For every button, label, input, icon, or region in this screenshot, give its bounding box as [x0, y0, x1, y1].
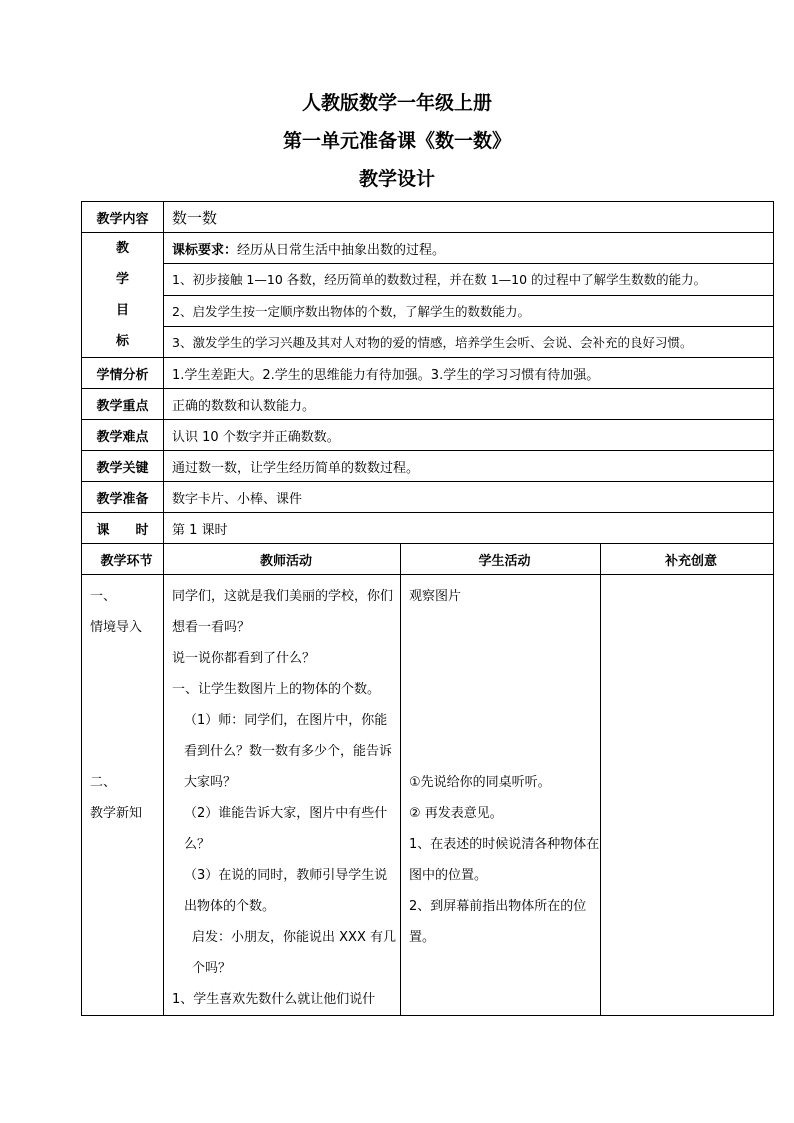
goal-item-3: 3、激发学生的学习兴趣及其对人对物的爱的情感，培养学生会听、会说、会补充的良好习惯。	[164, 326, 774, 357]
stage-1-num: 一、	[90, 589, 117, 604]
header-stage: 教学环节	[82, 544, 164, 575]
goals-char-4: 标	[115, 334, 129, 349]
student-line-3: ② 再发表意见。	[409, 806, 503, 821]
goal-item-2: 2、启发学生按一定顺序数出物体的个数，了解学生的数数能力。	[164, 295, 774, 326]
process-body-row	[82, 575, 774, 1016]
row-prep	[82, 482, 774, 513]
document-titles	[0, 84, 794, 198]
value-period: 第 1 课时	[164, 513, 774, 544]
row-difficult	[82, 420, 774, 451]
teacher-line-8: 1、学生喜欢先数什么就让他们说什	[172, 992, 376, 1007]
teacher-line-2: 说一说你都看到了什么？	[172, 651, 316, 666]
header-student: 学生活动	[401, 544, 601, 575]
row-crux	[82, 451, 774, 482]
goals-char-2: 学	[115, 272, 129, 287]
value-prep: 数字卡片、小棒、课件	[164, 482, 774, 513]
teacher-line-3: 一、让学生数图片上的物体的个数。	[172, 682, 381, 697]
value-crux: 通过数一数，让学生经历简单的数数过程。	[164, 451, 774, 482]
stage-2-num: 二、	[90, 775, 117, 790]
goals-req-text: 经历从日常生活中抽象出数的过程。	[237, 242, 446, 258]
label-goals	[82, 233, 164, 358]
stage-2-name: 教学新知	[90, 806, 143, 821]
stage-cell	[82, 575, 164, 1016]
label-prep: 教学准备	[82, 482, 164, 513]
label-difficult: 教学难点	[82, 420, 164, 451]
goals-char-1: 教	[115, 241, 129, 256]
teacher-line-7: 启发：小朋友，你能说出 XXX 有几个吗？	[192, 930, 396, 976]
extra-ideas-cell	[601, 575, 774, 1016]
title-line-3: 教学设计	[358, 168, 435, 190]
row-goal-2	[82, 295, 774, 326]
student-line-2: ①先说给你的同桌听听。	[409, 775, 551, 790]
label-crux: 教学关键	[82, 451, 164, 482]
value-analysis: 1.学生差距大。2.学生的思维能力有待加强。3.学生的学习习惯有待加强。	[164, 358, 774, 389]
row-goal-1	[82, 264, 774, 295]
student-activity-cell	[401, 575, 601, 1016]
row-analysis	[82, 358, 774, 389]
teacher-line-6: （3）在说的同时，教师引导学生说出物体的个数。	[184, 868, 388, 914]
teacher-line-4: （1）师：同学们，在图片中，你能看到什么？数一数有多少个，能告诉大家吗？	[184, 713, 393, 790]
header-teacher: 教师活动	[164, 544, 401, 575]
value-content: 数一数	[164, 202, 774, 233]
process-header-row	[82, 544, 774, 575]
stage-1-name: 情境导入	[90, 620, 143, 635]
row-key	[82, 389, 774, 420]
label-content: 教学内容	[82, 202, 164, 233]
label-period: 课 时	[82, 513, 164, 544]
row-goals-req	[82, 233, 774, 264]
label-key: 教学重点	[82, 389, 164, 420]
goal-item-1: 1、初步接触 1—10 各数，经历简单的数数过程，并在数 1—10 的过程中了解学生数数的能力。	[164, 264, 774, 295]
row-period	[82, 513, 774, 544]
goals-req-label: 课标要求：	[172, 242, 238, 258]
student-line-4: 1、在表述的时候说清各种物体在图中的位置。	[409, 837, 600, 883]
teacher-line-5: （2）谁能告诉大家，图片中有些什么？	[184, 806, 388, 852]
row-goal-3	[82, 326, 774, 357]
teacher-activity-cell	[164, 575, 401, 1016]
teacher-line-1: 同学们，这就是我们美丽的学校，你们想看一看吗？	[172, 589, 394, 635]
title-line-1: 人教版数学一年级上册	[301, 92, 492, 114]
value-difficult: 认识 10 个数字并正确数数。	[164, 420, 774, 451]
label-analysis: 学情分析	[82, 358, 164, 389]
title-line-2: 第一单元准备课《数一数》	[282, 130, 511, 152]
student-line-1: 观察图片	[409, 589, 462, 604]
student-line-5: 2、到屏幕前指出物体所在的位置。	[409, 899, 587, 945]
goals-requirement	[164, 233, 774, 264]
lesson-plan-table	[81, 201, 774, 1016]
header-extra: 补充创意	[601, 544, 774, 575]
goals-char-3: 目	[115, 303, 129, 318]
value-key: 正确的数数和认数能力。	[164, 389, 774, 420]
row-content	[82, 202, 774, 233]
